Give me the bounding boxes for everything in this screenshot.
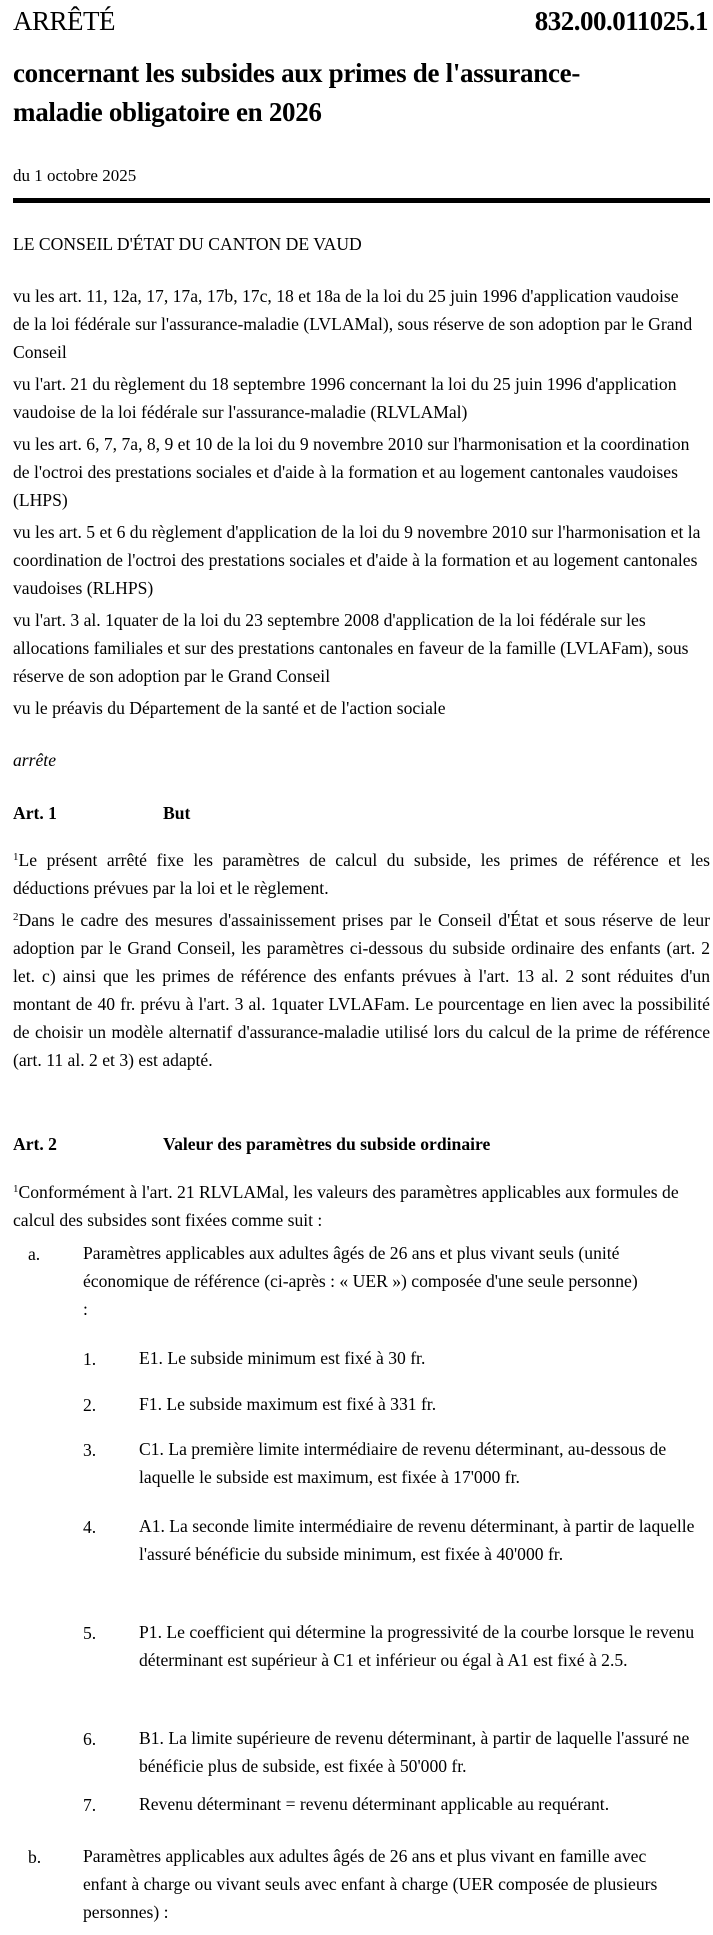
article-heading: But: [163, 803, 191, 823]
article-number: Art. 1: [13, 803, 57, 823]
considerant: vu les art. 11, 12a, 17, 17a, 17b, 17c, 18 et 18a de la loi du 25 juin 1996 d'application vaudoise de la loi fédérale sur l'assurance-maladie (LVLAMal), sous réserve de son adoption par le Grand Conseil: [13, 286, 693, 362]
list-item-text: Revenu déterminant = revenu déterminant applicable au requérant.: [139, 1794, 610, 1814]
article-paragraph: [13, 1178, 710, 1234]
considerant: vu le préavis du Département de la santé et de l'action sociale: [13, 698, 446, 718]
article-number: Art. 2: [13, 1134, 57, 1154]
document-date: du 1 octobre 2025: [13, 166, 137, 185]
document-header: [13, 6, 710, 40]
list-number: 4.: [83, 1517, 97, 1537]
list-number: 6.: [83, 1729, 97, 1749]
list-number: 1.: [83, 1349, 97, 1369]
paragraph-text: Conformément à l'art. 21 RLVLAMal, les valeurs des paramètres applicables aux formules de calcul des subsides sont fixées comme suit :: [13, 1182, 679, 1230]
list-item-text: F1. Le subside maximum est fixé à 331 fr.: [139, 1394, 437, 1414]
list-letter-text: Paramètres applicables aux adultes âgés de 26 ans et plus vivant en famille avec enfant à charge ou vivant seuls avec enfant à charge (UER composée de plusieurs personnes) :: [83, 1846, 658, 1922]
list-number: 2.: [83, 1395, 97, 1415]
header-rule: [13, 198, 710, 203]
paragraph-text: Le présent arrêté fixe les paramètres de calcul du subside, les primes de référence et les déductions prévues par la loi et le règlement.: [13, 850, 710, 898]
article-heading: Valeur des paramètres du subside ordinaire: [163, 1134, 491, 1154]
list-number: 3.: [83, 1440, 97, 1460]
considerant: vu les art. 6, 7, 7a, 8, 9 et 10 de la loi du 9 novembre 2010 sur l'harmonisation et la coordination de l'octroi des prestations sociales et d'aide à la formation et au logement cantonales vaudoises (LHPS): [13, 434, 690, 510]
list-letter: b.: [28, 1847, 42, 1867]
list-item-text: P1. Le coefficient qui détermine la progressivité de la courbe lorsque le revenu déterminant est supérieur à C1 et inférieur ou égal à A1 est fixé à 2.5.: [139, 1622, 695, 1670]
decree-word: arrête: [13, 750, 56, 770]
authority: LE CONSEIL D'ÉTAT DU CANTON DE VAUD: [13, 234, 362, 254]
document-type: ARRÊTÉ: [13, 6, 115, 36]
list-number: 7.: [83, 1795, 97, 1815]
article-paragraph: [13, 906, 710, 1074]
paragraph-text: Dans le cadre des mesures d'assainissement prises par le Conseil d'État et sous réserve de leur adoption par le Grand Conseil, les paramètres ci-dessous du subside ordinaire des enfants (art. 2 let. c) ainsi que les primes de référence des enfants prévues à l'art. 13 al. 2 sont réduites d'un montant de 40 fr. prévu à l'art. 3 al. 1quater LVLAFam. Le pourcentage en lien avec la possibilité de choisir un modèle alternatif d'assurance-maladie utilisé lors du calcul de la prime de référence (art. 11 al. 2 et 3) est adapté.: [13, 910, 710, 1070]
considerant: vu les art. 5 et 6 du règlement d'application de la loi du 9 novembre 2010 sur l'harmonisation et la coordination de l'octroi des prestations sociales et d'aide à la formation et au logement cantonales vaudoises (RLHPS): [13, 522, 701, 598]
list-item-text: E1. Le subside minimum est fixé à 30 fr.: [139, 1348, 426, 1368]
considerant: vu l'art. 3 al. 1quater de la loi du 23 septembre 2008 d'application de la loi fédérale sur les allocations familiales et sur des prestations cantonales en faveur de la famille (LVLAFam), sous réserve de son adoption par le Grand Conseil: [13, 610, 689, 686]
paragraph-number: 1: [13, 1183, 19, 1195]
considerant: vu l'art. 21 du règlement du 18 septembre 1996 concernant la loi du 25 juin 1996 d'application vaudoise de la loi fédérale sur l'assurance-maladie (RLVLAMal): [13, 374, 677, 422]
document-reference: 832.00.011025.1: [534, 6, 708, 36]
list-item-text: A1. La seconde limite intermédiaire de revenu déterminant, à partir de laquelle l'assuré bénéficie du subside minimum, est fixée à 40'000 fr.: [139, 1516, 695, 1564]
paragraph-number: 2: [13, 911, 19, 923]
list-letter-text: Paramètres applicables aux adultes âgés de 26 ans et plus vivant seuls (unité économique de référence (ci-après : « UER ») composée d'une seule personne) :: [83, 1243, 638, 1319]
list-item-text: C1. La première limite intermédiaire de revenu déterminant, au-dessous de laquelle le subside est maximum, est fixée à 17'000 fr.: [139, 1439, 667, 1487]
list-letter: a.: [28, 1244, 41, 1264]
paragraph-number: 1: [13, 851, 19, 863]
list-item-text: B1. La limite supérieure de revenu déterminant, à partir de laquelle l'assuré ne bénéficie plus de subside, est fixée à 50'000 fr.: [139, 1728, 690, 1776]
list-number: 5.: [83, 1623, 97, 1643]
article-paragraph: [13, 846, 710, 902]
document-title: concernant les subsides aux primes de l'assurance-maladie obligatoire en 2026: [13, 58, 581, 127]
